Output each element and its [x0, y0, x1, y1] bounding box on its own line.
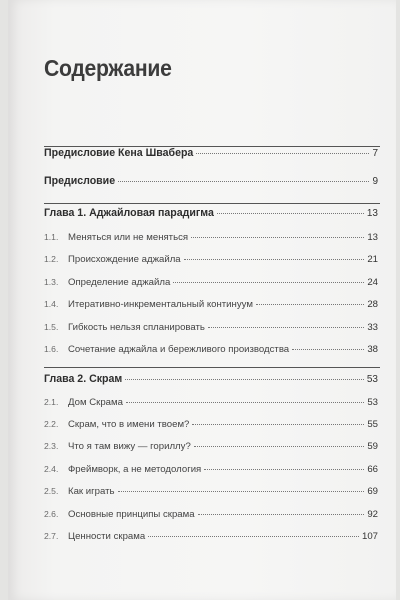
- toc-entry-label: Скрам, что в имени твоем?: [68, 419, 190, 430]
- toc-entry-number: 1.3.: [44, 277, 59, 287]
- book-page: [8, 0, 396, 600]
- dot-leader: [217, 213, 364, 214]
- toc-entry-section-1-4: [44, 299, 378, 310]
- toc-entry-number: 1.1.: [44, 232, 59, 242]
- toc-entry-label: Дом Скрама: [68, 397, 123, 408]
- toc-entry-number: 2.1.: [44, 397, 59, 407]
- toc-entry-section-1-6: [44, 344, 378, 355]
- toc-entry-label: Определение аджайла: [68, 277, 171, 288]
- toc-entry-number: 1.5.: [44, 322, 59, 332]
- dot-leader: [173, 282, 364, 283]
- toc-entry-label: Сочетание аджайла и бережливого производства: [68, 344, 290, 355]
- toc-entry-number: 2.6.: [44, 509, 59, 519]
- toc-entry-page: 66: [367, 464, 378, 475]
- toc-entry-page: 9: [372, 176, 378, 187]
- divider: [44, 203, 380, 204]
- toc-entry-number: 2.7.: [44, 531, 59, 541]
- toc-entry-label: Фреймворк, а не методология: [68, 464, 202, 475]
- dot-leader: [292, 349, 364, 350]
- toc-entry-number: 2.2.: [44, 419, 59, 429]
- toc-entry-page: 55: [367, 419, 378, 430]
- dot-leader: [208, 327, 364, 328]
- toc-entry-page: 28: [367, 299, 378, 310]
- toc-entry-page: 69: [367, 486, 378, 497]
- toc-entry-label: Предисловие: [44, 175, 116, 187]
- dot-leader: [256, 304, 364, 305]
- toc-entry-number: 1.6.: [44, 344, 59, 354]
- toc-entry-section-2-4: [44, 464, 378, 475]
- toc-entry-section-1-5: [44, 322, 378, 333]
- toc-entry-page: 53: [367, 397, 378, 408]
- dot-leader: [204, 469, 364, 470]
- toc-entry-label: Основные принципы скрама: [68, 509, 195, 520]
- toc-entry-page: 7: [372, 148, 378, 159]
- toc-entry-page: 33: [367, 322, 378, 333]
- toc-entry-section-2-3: [44, 441, 378, 452]
- toc-entry-section-1-1: [44, 232, 378, 243]
- toc-entry-page: 13: [366, 208, 378, 219]
- toc-entry-label: Ценности скрама: [68, 531, 146, 542]
- dot-leader: [196, 153, 369, 154]
- toc-entry-chapter-2: [44, 373, 378, 385]
- toc-entry-page: 24: [367, 277, 378, 288]
- toc-entry-foreword: [44, 175, 378, 187]
- toc-entry-section-2-2: [44, 419, 378, 430]
- dot-leader: [192, 424, 364, 425]
- toc-entry-label: Происхождение аджайла: [68, 254, 181, 265]
- dot-leader: [118, 491, 365, 492]
- dot-leader: [184, 259, 365, 260]
- toc-entry-chapter-1: [44, 207, 378, 219]
- toc-entry-section-1-2: [44, 254, 378, 265]
- toc-entry-page: 53: [366, 374, 378, 385]
- toc-entry-label: Итеративно-инкрементальный континуум: [68, 299, 253, 310]
- toc-entry-page: 92: [367, 509, 378, 520]
- dot-leader: [191, 237, 364, 238]
- toc-entry-section-1-3: [44, 277, 378, 288]
- dot-leader: [125, 379, 364, 380]
- dot-leader: [148, 536, 359, 537]
- toc-entry-section-2-5: [44, 486, 378, 497]
- toc-entry-page: 59: [367, 441, 378, 452]
- divider: [44, 367, 380, 368]
- toc-entry-section-2-7: [44, 531, 378, 542]
- toc-entry-section-2-1: [44, 397, 378, 408]
- toc-entry-label: Гибкость нельзя спланировать: [68, 322, 205, 333]
- toc-entry-page: 38: [367, 344, 378, 355]
- toc-entry-page: 21: [367, 254, 378, 265]
- page-title: Содержание: [44, 55, 172, 81]
- toc-entry-label: Что я там вижу — гориллу?: [68, 441, 191, 452]
- toc-entry-number: 2.4.: [44, 464, 59, 474]
- toc-entry-page: 107: [361, 531, 378, 542]
- dot-leader: [126, 402, 364, 403]
- toc-entry-number: 2.5.: [44, 486, 59, 496]
- toc-entry-label: Глава 1. Аджайловая парадигма: [44, 207, 214, 219]
- toc-entry-number: 1.2.: [44, 254, 59, 264]
- toc-entry-number: 2.3.: [44, 441, 59, 451]
- toc-entry-section-2-6: [44, 509, 378, 520]
- dot-leader: [118, 181, 369, 182]
- toc-entry-number: 1.4.: [44, 299, 59, 309]
- toc-entry-label: Глава 2. Скрам: [44, 373, 123, 385]
- dot-leader: [194, 446, 365, 447]
- dot-leader: [198, 514, 365, 515]
- toc-entry-label: Предисловие Кена Швабера: [44, 147, 194, 159]
- toc-entry-label: Меняться или не меняться: [68, 232, 189, 243]
- toc-entry-label: Как играть: [68, 486, 115, 497]
- toc-entry-page: 13: [367, 232, 378, 243]
- toc-entry-foreword-schwaber: [44, 147, 378, 159]
